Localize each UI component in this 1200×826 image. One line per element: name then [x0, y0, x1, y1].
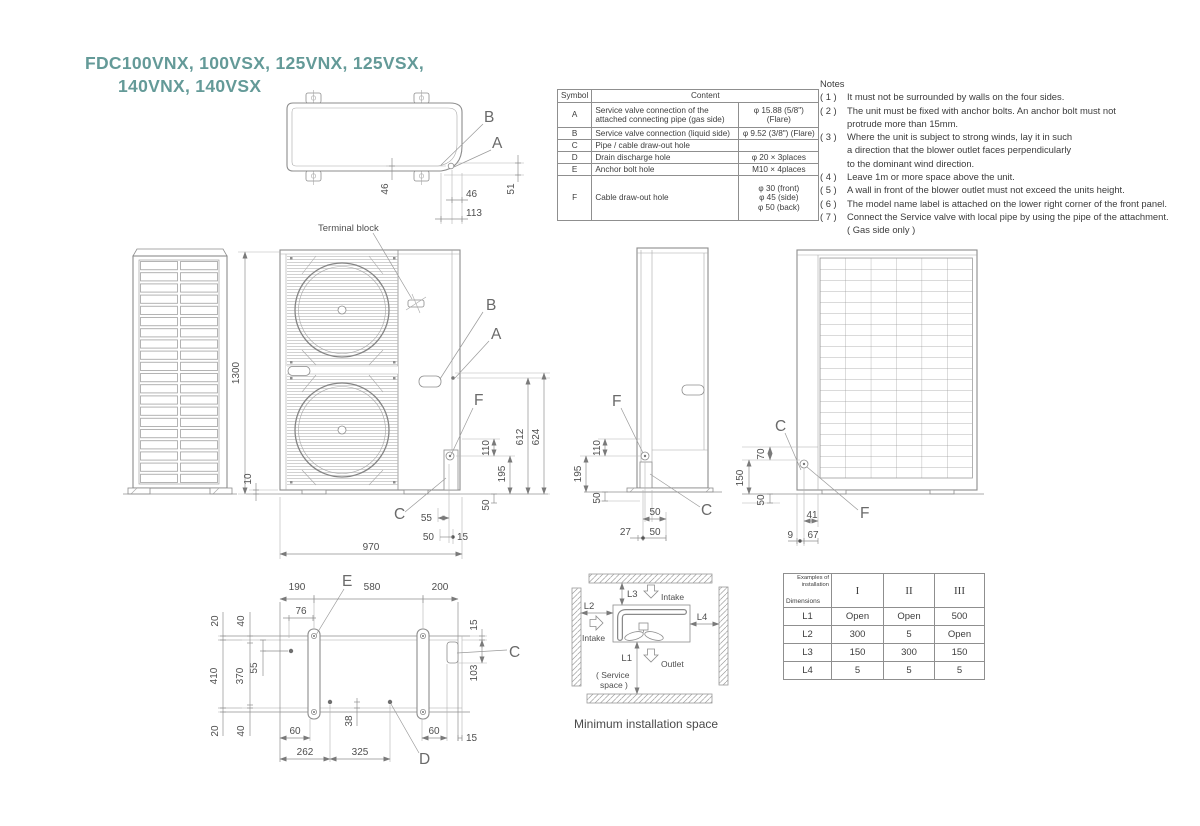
dim-190: 190	[288, 582, 306, 593]
table-row: L3 150 300 150	[784, 644, 985, 662]
content-d: Drain discharge hole	[592, 152, 739, 164]
table-row	[558, 103, 819, 128]
mount-rail-left	[308, 629, 320, 719]
label-l3: L3	[627, 589, 638, 600]
base-plate	[627, 488, 713, 492]
front-view	[231, 223, 550, 559]
callout-a: A	[491, 326, 502, 343]
min-space-diagram	[572, 574, 728, 703]
wall-top	[589, 574, 712, 583]
table-row	[558, 176, 819, 221]
callout-c: C	[394, 506, 406, 523]
table-row	[558, 152, 819, 164]
dim-325: 325	[351, 747, 369, 758]
dim-15-bottom: 15	[466, 733, 478, 744]
dim-624: 624	[531, 428, 542, 446]
dim-50: 50	[592, 492, 603, 504]
table-row: L1 Open Open 500	[784, 608, 985, 626]
note-line: ( Gas side only )	[847, 224, 916, 236]
dim-67: 67	[807, 530, 819, 541]
left-side-view	[123, 249, 237, 494]
content-e: Anchor bolt hole	[592, 164, 739, 176]
symbol-c: C	[558, 140, 592, 152]
content-a: Service valve connection of the attached connecting pipe (gas side)	[592, 103, 739, 128]
dim-27: 27	[619, 527, 631, 538]
corner-pipe-cover	[447, 642, 458, 663]
spec-f: φ 30 (front) φ 45 (side) φ 50 (back)	[739, 176, 819, 221]
spec-a: φ 15.88 (5/8") (Flare)	[739, 103, 819, 128]
callout-f: F	[474, 392, 484, 409]
outlet-label: Outlet	[661, 659, 684, 669]
unit-outline-top	[287, 103, 462, 171]
handle-slot	[288, 367, 310, 376]
note-line: a direction that the blower outlet faces perpendicularly	[847, 144, 1072, 156]
service-space-label-1: ( Service	[596, 670, 630, 680]
fan-motor	[639, 623, 648, 630]
note-line: ( 3 ) Where the unit is subject to strong winds, lay it in such	[820, 131, 1073, 143]
intake-top-label: Intake	[661, 592, 685, 602]
dim-51: 51	[506, 183, 517, 195]
wall-left	[572, 588, 581, 686]
col-iii: III	[935, 574, 985, 608]
dim-612: 612	[515, 428, 526, 446]
dim-195: 195	[497, 465, 508, 483]
dim-110: 110	[481, 440, 492, 456]
dim-50a: 50	[649, 507, 661, 518]
dim-46-vert: 46	[380, 183, 391, 195]
table-row	[558, 164, 819, 176]
content-b: Service valve connection (liquid side)	[592, 128, 739, 140]
dim-580: 580	[363, 582, 381, 593]
intake-arrow-left	[590, 616, 603, 630]
symbol-e: E	[558, 164, 592, 176]
bottom-view	[209, 573, 520, 768]
wall-bottom	[587, 694, 712, 703]
dim-970: 970	[362, 542, 380, 553]
header-symbol: Symbol	[558, 90, 592, 103]
intake-arrow-top	[644, 585, 658, 598]
dim-70: 70	[756, 448, 767, 460]
intake-left-label: Intake	[582, 633, 606, 643]
corner-cell: Examples of installation Dimensions	[784, 574, 832, 608]
col-i: I	[832, 574, 884, 608]
label-l1: L1	[621, 653, 632, 664]
callout-d: D	[419, 751, 431, 768]
unit-outline-side	[637, 248, 708, 488]
note-line: ( 7 ) Connect the Service valve with local pipe by using the pipe of the attachment.	[820, 210, 1169, 222]
note-line: ( 1 ) It must not be surrounded by walls on the four sides.	[820, 91, 1065, 103]
wall-right	[719, 587, 728, 685]
dim-1300: 1300	[231, 361, 242, 385]
dim-60-left: 60	[289, 726, 301, 737]
label-l4: L4	[696, 612, 708, 623]
callout-c: C	[775, 418, 787, 435]
model-list-line-1: FDC100VNX, 100VSX, 125VNX, 125VSX,	[85, 53, 424, 73]
mount-rail-right	[417, 629, 429, 719]
dim-9: 9	[787, 530, 793, 541]
dim-410: 410	[209, 667, 220, 685]
dim-55: 55	[420, 513, 432, 524]
spec-b: φ 9.52 (3/8") (Flare)	[739, 128, 819, 140]
spec-d: φ 20 × 3places	[739, 152, 819, 164]
spec-c	[739, 140, 819, 152]
symbol-a: A	[558, 103, 592, 128]
dim-195: 195	[573, 465, 584, 483]
dim-262: 262	[296, 747, 314, 758]
dim-50-right: 50	[481, 499, 492, 511]
callout-b: B	[484, 109, 495, 126]
callout-b: B	[486, 297, 497, 314]
foot	[302, 490, 326, 494]
outlet-arrow	[644, 649, 658, 662]
dim-20-top: 20	[210, 615, 221, 627]
content-c: Pipe / cable draw-out hole	[592, 140, 739, 152]
dim-15-right: 15	[469, 619, 480, 631]
service-valve-cover	[419, 376, 441, 387]
dim-20-bottom: 20	[210, 725, 221, 737]
coil-grid	[820, 258, 972, 478]
back-view	[735, 250, 984, 546]
callout-f: F	[612, 393, 622, 410]
table-header-row	[558, 90, 819, 103]
dim-50c: 50	[649, 527, 661, 538]
symbol-d: D	[558, 152, 592, 164]
dim-50: 50	[756, 494, 767, 506]
min-space-caption: Minimum installation space	[574, 717, 719, 731]
drain-hole	[328, 700, 332, 704]
page-title	[85, 52, 424, 98]
foot	[822, 490, 846, 494]
valve-a-point	[451, 376, 455, 380]
handle-slot	[682, 385, 704, 395]
dim-15: 15	[457, 532, 469, 543]
foot	[404, 490, 428, 494]
note-line: ( 2 ) The unit must be fixed with anchor bolts. An anchor bolt must not	[820, 104, 1116, 116]
installation-table	[783, 573, 985, 680]
valve-a-hole	[448, 163, 454, 169]
dim-60-right: 60	[428, 726, 440, 737]
callout-c: C	[701, 502, 713, 519]
drain-hole	[289, 649, 293, 653]
spec-e: M10 × 4places	[739, 164, 819, 176]
table-row	[558, 128, 819, 140]
header-content: Content	[592, 90, 819, 103]
terminal-block-label: Terminal block	[318, 223, 379, 234]
dim-50-bottom: 50	[422, 532, 434, 543]
callout-f: F	[860, 505, 870, 522]
dim-110: 110	[592, 440, 603, 456]
table-row: L2 300 5 Open	[784, 626, 985, 644]
foot	[930, 490, 954, 494]
symbol-f: F	[558, 176, 592, 221]
notes-heading: Notes	[820, 78, 845, 89]
col-ii: II	[884, 574, 935, 608]
dim-10: 10	[243, 473, 254, 485]
table-row	[558, 140, 819, 152]
dim-41: 41	[806, 510, 818, 521]
note-line: protrude more than 15mm.	[847, 117, 958, 129]
notes-section	[820, 77, 1170, 237]
foot	[128, 488, 150, 494]
foot	[210, 488, 232, 494]
top-view	[287, 90, 524, 224]
cable-bracket	[640, 462, 652, 488]
louver-grille	[139, 260, 219, 484]
dim-55: 55	[249, 662, 260, 674]
callout-c: C	[509, 644, 521, 661]
callout-a: A	[492, 135, 503, 152]
dim-38: 38	[344, 715, 355, 727]
dim-40-top: 40	[236, 615, 247, 627]
service-space-label-2: space )	[600, 680, 628, 690]
note-line: ( 4 ) Leave 1m or more space above the unit.	[820, 171, 1015, 183]
model-list-line-2: 140VNX, 140VSX	[118, 76, 262, 96]
dim-370: 370	[235, 667, 246, 685]
content-f: Cable draw-out hole	[592, 176, 739, 221]
note-line: ( 5 ) A wall in front of the blower outlet must not exceed the units height.	[820, 184, 1125, 196]
dim-76: 76	[295, 606, 307, 617]
symbol-b: B	[558, 128, 592, 140]
callout-e: E	[342, 573, 353, 590]
dim-113: 113	[466, 208, 482, 219]
label-l2: L2	[583, 601, 595, 612]
dim-150: 150	[735, 469, 746, 487]
table-row: L4 5 5 5	[784, 662, 985, 680]
dim-103: 103	[469, 664, 480, 682]
dim-200: 200	[431, 582, 449, 593]
side-view	[573, 248, 722, 541]
symbol-table	[557, 89, 819, 221]
note-line: to the dominant wind direction.	[847, 157, 975, 169]
note-line: ( 6 ) The model name label is attached on the lower right corner of the front panel.	[820, 197, 1167, 209]
drain-hole	[388, 700, 392, 704]
dim-40-bottom: 40	[236, 725, 247, 737]
table-header-row	[784, 574, 985, 608]
dim-46-horiz: 46	[466, 189, 478, 200]
